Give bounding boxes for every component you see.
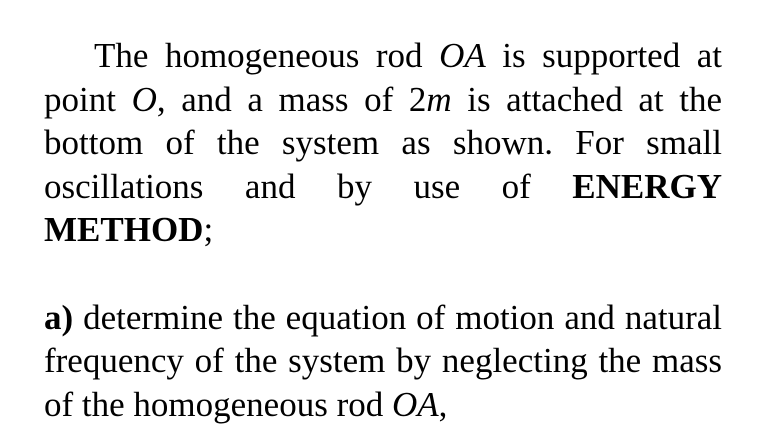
part-a-rod-label-oa: OA — [391, 384, 439, 424]
part-a-label: a) — [44, 297, 74, 337]
intro-text-4: is attached at the bottom of the system as shown. For small oscillations and by use of — [44, 79, 722, 206]
part-a-text-1: determine the equation of motion and natural frequency of the system by neglecting the mass of the homogeneous rod — [44, 297, 722, 424]
intro-text-3: , and a mass of 2 — [156, 79, 427, 119]
point-label-o: O — [131, 79, 157, 119]
rod-label-oa: OA — [439, 36, 486, 75]
energy-method-emphasis: ENERGY METHOD — [44, 166, 722, 249]
part-a-paragraph — [44, 296, 722, 427]
intro-text-2: is supported at point — [44, 36, 722, 119]
problem-statement — [44, 34, 722, 426]
intro-text-5: ; — [203, 210, 214, 249]
intro-text-1: The homogeneous rod — [94, 36, 440, 75]
problem-intro-paragraph — [44, 34, 722, 252]
part-a-text-2: , — [438, 384, 448, 424]
mass-symbol-m: m — [426, 79, 452, 119]
